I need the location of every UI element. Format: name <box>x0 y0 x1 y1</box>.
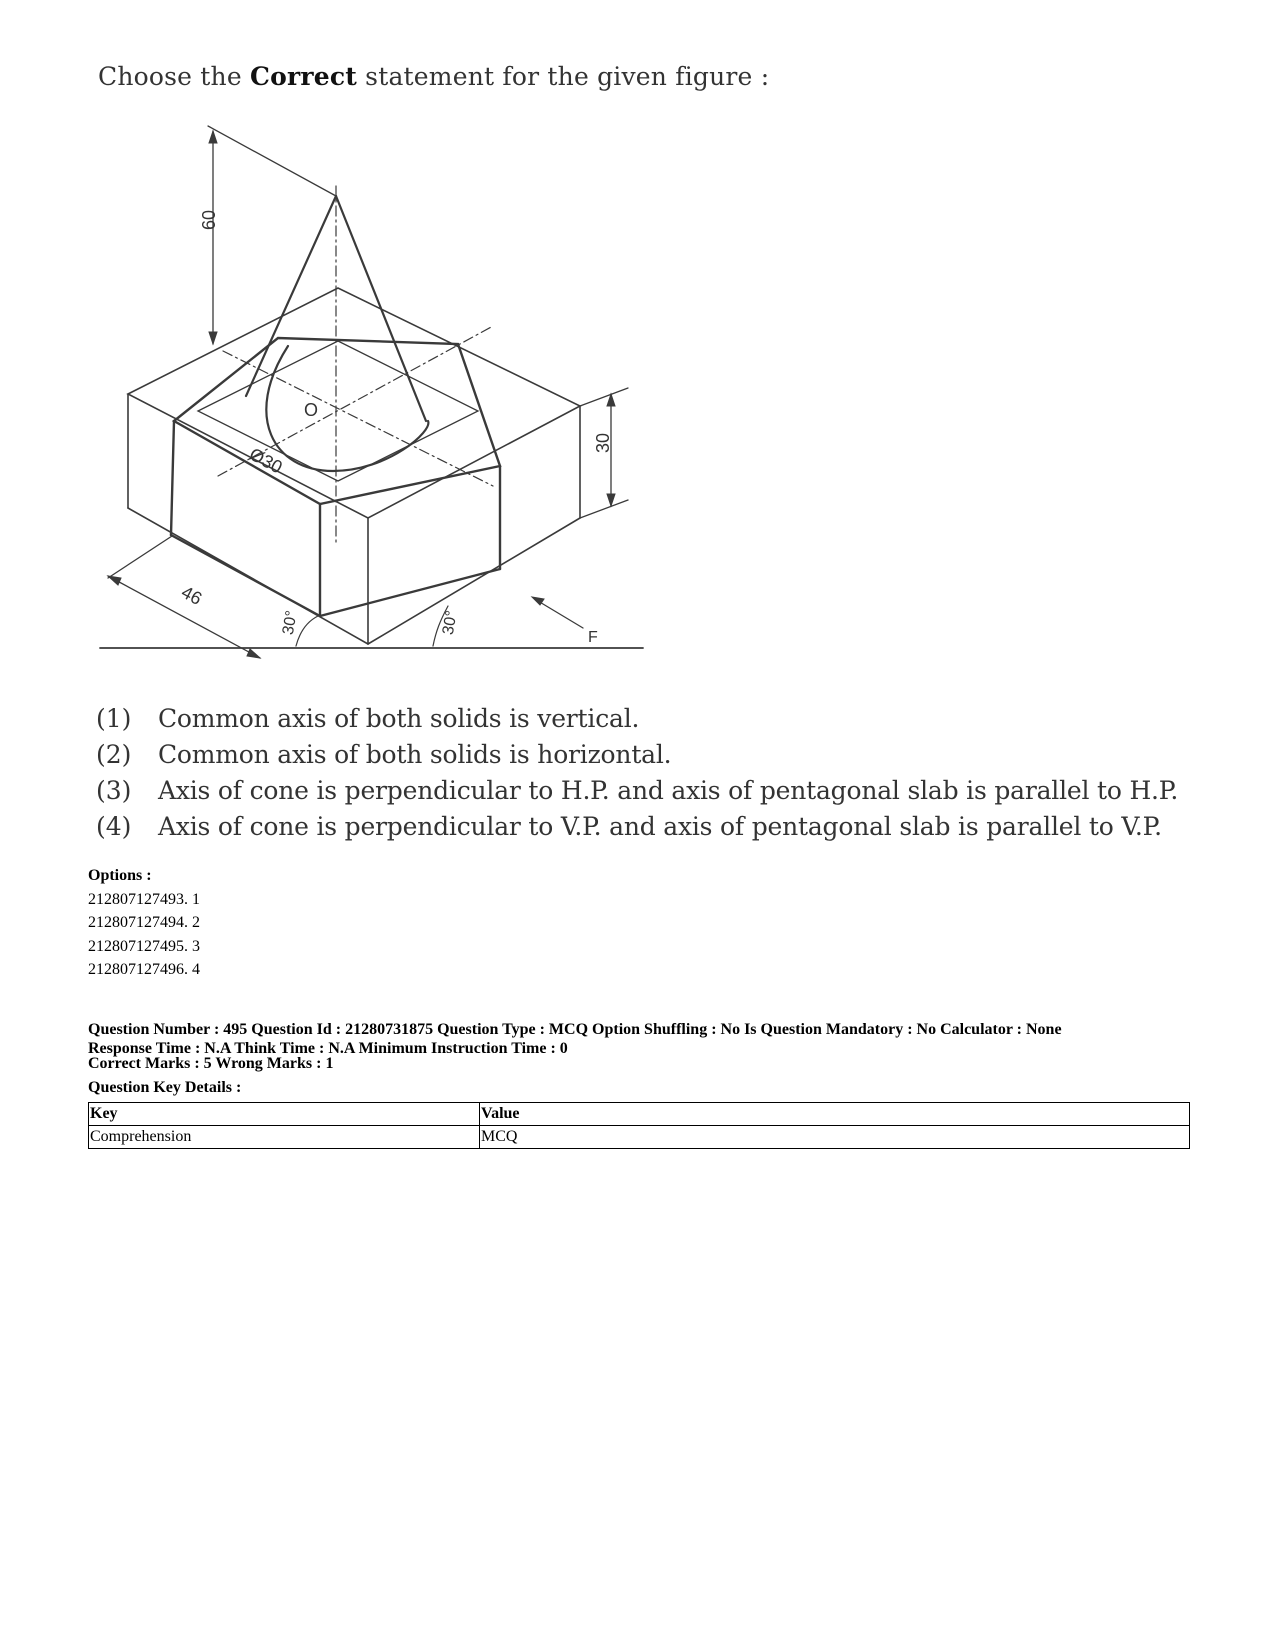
question-text <box>98 62 769 91</box>
statement-number: (2) <box>96 740 132 769</box>
label-angle-right: 30° <box>439 609 461 637</box>
statement-text: Common axis of both solids is horizontal. <box>158 740 672 769</box>
statement-item <box>96 704 1136 740</box>
statement-item <box>96 812 1162 848</box>
label-center: O <box>304 400 319 420</box>
isometric-figure <box>88 116 648 681</box>
label-thickness: 30 <box>593 432 613 453</box>
question-metadata <box>88 1020 1188 1058</box>
metadata-line-2: Response Time : N.A Think Time : N.A Minimum Instruction Time : 0 <box>88 1040 568 1057</box>
option-item: 212807127494. 2 <box>88 914 200 931</box>
statement-text: Common axis of both solids is vertical. <box>158 704 640 733</box>
table-header-row <box>89 1103 1190 1126</box>
table-row <box>89 1126 1190 1149</box>
question-suffix: statement for the given figure : <box>365 62 770 91</box>
statement-number: (4) <box>96 812 132 841</box>
statement-item <box>96 740 1136 776</box>
option-item: 212807127493. 1 <box>88 890 200 908</box>
options-heading: Options : <box>88 867 152 884</box>
statement-number: (3) <box>96 776 132 805</box>
question-prefix: Choose the <box>98 62 242 91</box>
key-details-table <box>88 1102 1190 1149</box>
statement-item <box>96 776 1179 812</box>
statement-text: Axis of cone is perpendicular to H.P. and axis of pentagonal slab is parallel to H.P. <box>158 776 1179 805</box>
label-diameter: Ø30 <box>246 443 286 478</box>
key-details-heading: Question Key Details : <box>88 1079 242 1096</box>
options-list <box>88 864 200 982</box>
table-cell-key: Comprehension <box>89 1126 480 1149</box>
isometric-drawing <box>88 116 648 676</box>
question-bold-word: Correct <box>250 62 358 91</box>
label-angle-left: 30° <box>279 609 301 637</box>
metadata-line-1: Question Number : 495 Question Id : 21280731875 Question Type : MCQ Option Shuffling : No Is Question Mandatory : No Calculator : None <box>88 1021 1062 1038</box>
table-header-key: Key <box>89 1103 480 1126</box>
label-view-f: F <box>588 629 598 646</box>
option-item: 212807127496. 4 <box>88 961 200 978</box>
statement-text: Axis of cone is perpendicular to V.P. and axis of pentagonal slab is parallel to V.P. <box>158 812 1162 841</box>
label-46: 46 <box>178 581 206 609</box>
label-60: 60 <box>199 209 219 230</box>
table-header-value: Value <box>480 1103 1190 1126</box>
statement-number: (1) <box>96 704 132 733</box>
statement-list <box>96 704 1179 848</box>
table-cell-value: MCQ <box>480 1126 1190 1149</box>
option-item: 212807127495. 3 <box>88 937 200 955</box>
marks-line: Correct Marks : 5 Wrong Marks : 1 <box>88 1055 334 1072</box>
